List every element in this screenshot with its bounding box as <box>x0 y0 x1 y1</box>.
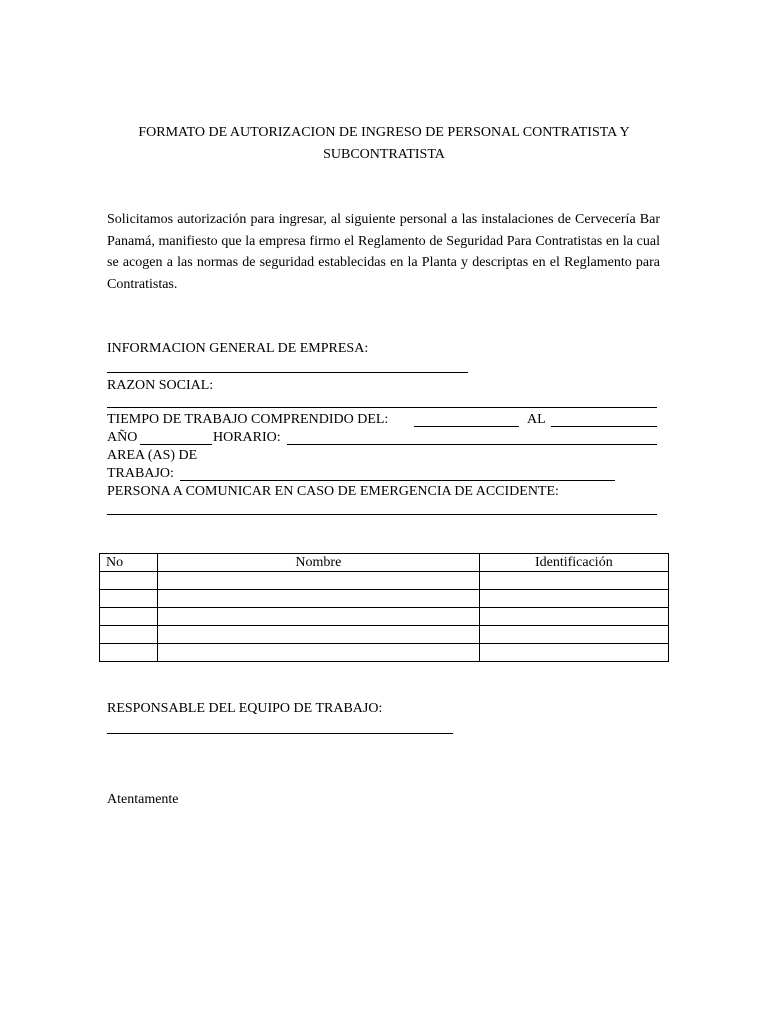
table-row <box>100 644 669 662</box>
horario-label: HORARIO: <box>213 430 281 445</box>
table-header-row <box>100 554 669 572</box>
responsable-line <box>107 733 453 734</box>
cell-identificacion <box>479 590 668 608</box>
table-row <box>100 608 669 626</box>
document-title-line-2: SUBCONTRATISTA <box>323 147 445 162</box>
area-line <box>180 480 615 481</box>
cell-identificacion <box>479 608 668 626</box>
area-label-2: TRABAJO: <box>107 466 174 481</box>
empresa-label: INFORMACION GENERAL DE EMPRESA: <box>107 341 369 356</box>
area-label-1: AREA (AS) DE <box>107 448 198 463</box>
emergencia-line <box>107 514 657 515</box>
tiempo-del-line <box>414 426 519 427</box>
cell-identificacion <box>479 572 668 590</box>
tiempo-label: TIEMPO DE TRABAJO COMPRENDIDO DEL: <box>107 412 389 427</box>
horario-line <box>287 444 657 445</box>
column-header-identificacion: Identificación <box>479 554 668 572</box>
table-row <box>100 590 669 608</box>
table-row <box>100 626 669 644</box>
table-row <box>100 572 669 590</box>
responsable-label: RESPONSABLE DEL EQUIPO DE TRABAJO: <box>107 701 383 716</box>
cell-identificacion <box>479 644 668 662</box>
anio-line <box>140 444 212 445</box>
closing-text: Atentamente <box>107 792 179 807</box>
cell-no <box>100 608 158 626</box>
cell-nombre <box>158 572 480 590</box>
document-title-line-1: FORMATO DE AUTORIZACION DE INGRESO DE PERSONAL CONTRATISTA Y <box>138 125 630 140</box>
intro-paragraph: Solicitamos autorización para ingresar, al siguiente personal a las instalaciones de Cervecería Bar Panamá, manifiesto que la empresa firmo el Reglamento de Seguridad Para Contratistas en la cual se acogen a las normas de seguridad establecidas en la Planta y descriptas en el Reglamento para Contratistas. <box>107 212 660 292</box>
cell-nombre <box>158 590 480 608</box>
emergencia-label: PERSONA A COMUNICAR EN CASO DE EMERGENCIA DE ACCIDENTE: <box>107 484 559 499</box>
cell-no <box>100 626 158 644</box>
cell-identificacion <box>479 626 668 644</box>
cell-no <box>100 572 158 590</box>
cell-nombre <box>158 644 480 662</box>
anio-label: AÑO <box>107 430 138 445</box>
column-header-no: No <box>100 554 158 572</box>
razon-social-label: RAZON SOCIAL: <box>107 378 214 393</box>
razon-social-line <box>107 407 657 408</box>
cell-nombre <box>158 608 480 626</box>
empresa-line <box>107 372 468 373</box>
column-header-nombre: Nombre <box>158 554 480 572</box>
al-label: AL <box>527 412 546 427</box>
cell-nombre <box>158 626 480 644</box>
tiempo-al-line <box>551 426 657 427</box>
personal-table <box>99 553 669 662</box>
cell-no <box>100 590 158 608</box>
cell-no <box>100 644 158 662</box>
